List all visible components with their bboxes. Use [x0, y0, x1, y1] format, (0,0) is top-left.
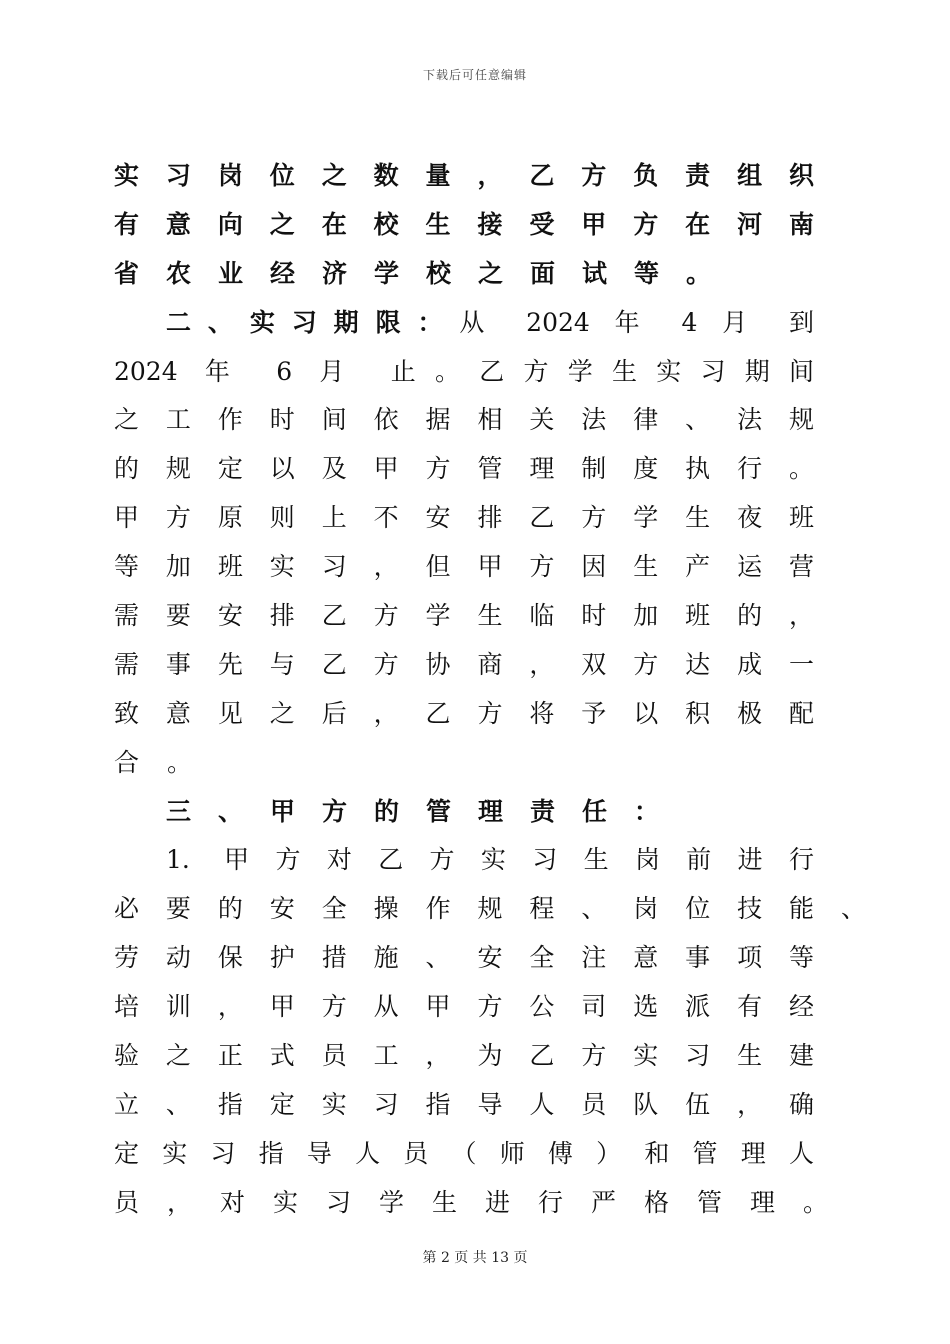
body-line: 从 2024 年 4 月 到	[459, 307, 814, 337]
document-body	[114, 152, 866, 1228]
body-line: 必要的安全操作规程、岗位技能、	[114, 894, 866, 924]
section-heading-management: 三、甲方的管理责任：	[166, 796, 687, 826]
body-line: 定实习指导人员（师傅）和管理人	[114, 1138, 814, 1168]
body-line: 实习岗位之数量，乙方负责组织	[114, 161, 814, 190]
body-line: 立、指定实习指导人员队伍，确	[114, 1089, 814, 1119]
body-line: 之工作时间依据相关法律、法规	[114, 405, 814, 435]
body-line: 省农业经济学校之面试等。	[114, 258, 739, 288]
body-line: 的规定以及甲方管理制度执行。	[114, 454, 814, 484]
body-line: 需事先与乙方协商，双方达成一	[114, 649, 814, 679]
body-line: 合。	[114, 747, 221, 777]
body-line: 等加班实习，但甲方因生产运营	[114, 552, 814, 582]
body-line: 培训，甲方从甲方公司选派有经	[114, 992, 814, 1022]
body-line: 验之正式员工，为乙方实习生建	[114, 1041, 814, 1071]
section-heading-internship-period	[114, 299, 814, 348]
page-header-note: 下载后可任意编辑	[422, 68, 527, 82]
page-number: 第 2 页 共 13 页	[422, 1250, 528, 1266]
body-line: 2024 年 6 月 止。乙方学生实习期间	[114, 356, 814, 386]
list-item-1: 1. 甲方对乙方实习生岗前进行	[166, 845, 814, 875]
body-line: 甲方原则上不安排乙方学生夜班	[114, 503, 814, 533]
body-line: 有意向之在校生接受甲方在河南	[114, 209, 814, 239]
body-line: 需要安排乙方学生临时加班的，	[114, 601, 814, 631]
section-heading-label: 二、实习期限：	[166, 307, 460, 337]
body-line: 劳动保护措施、安全注意事项等	[114, 943, 814, 973]
body-line: 致意见之后，乙方将予以积极配	[114, 698, 814, 728]
body-line: 员，对实习学生进行严格管理。	[114, 1187, 857, 1217]
